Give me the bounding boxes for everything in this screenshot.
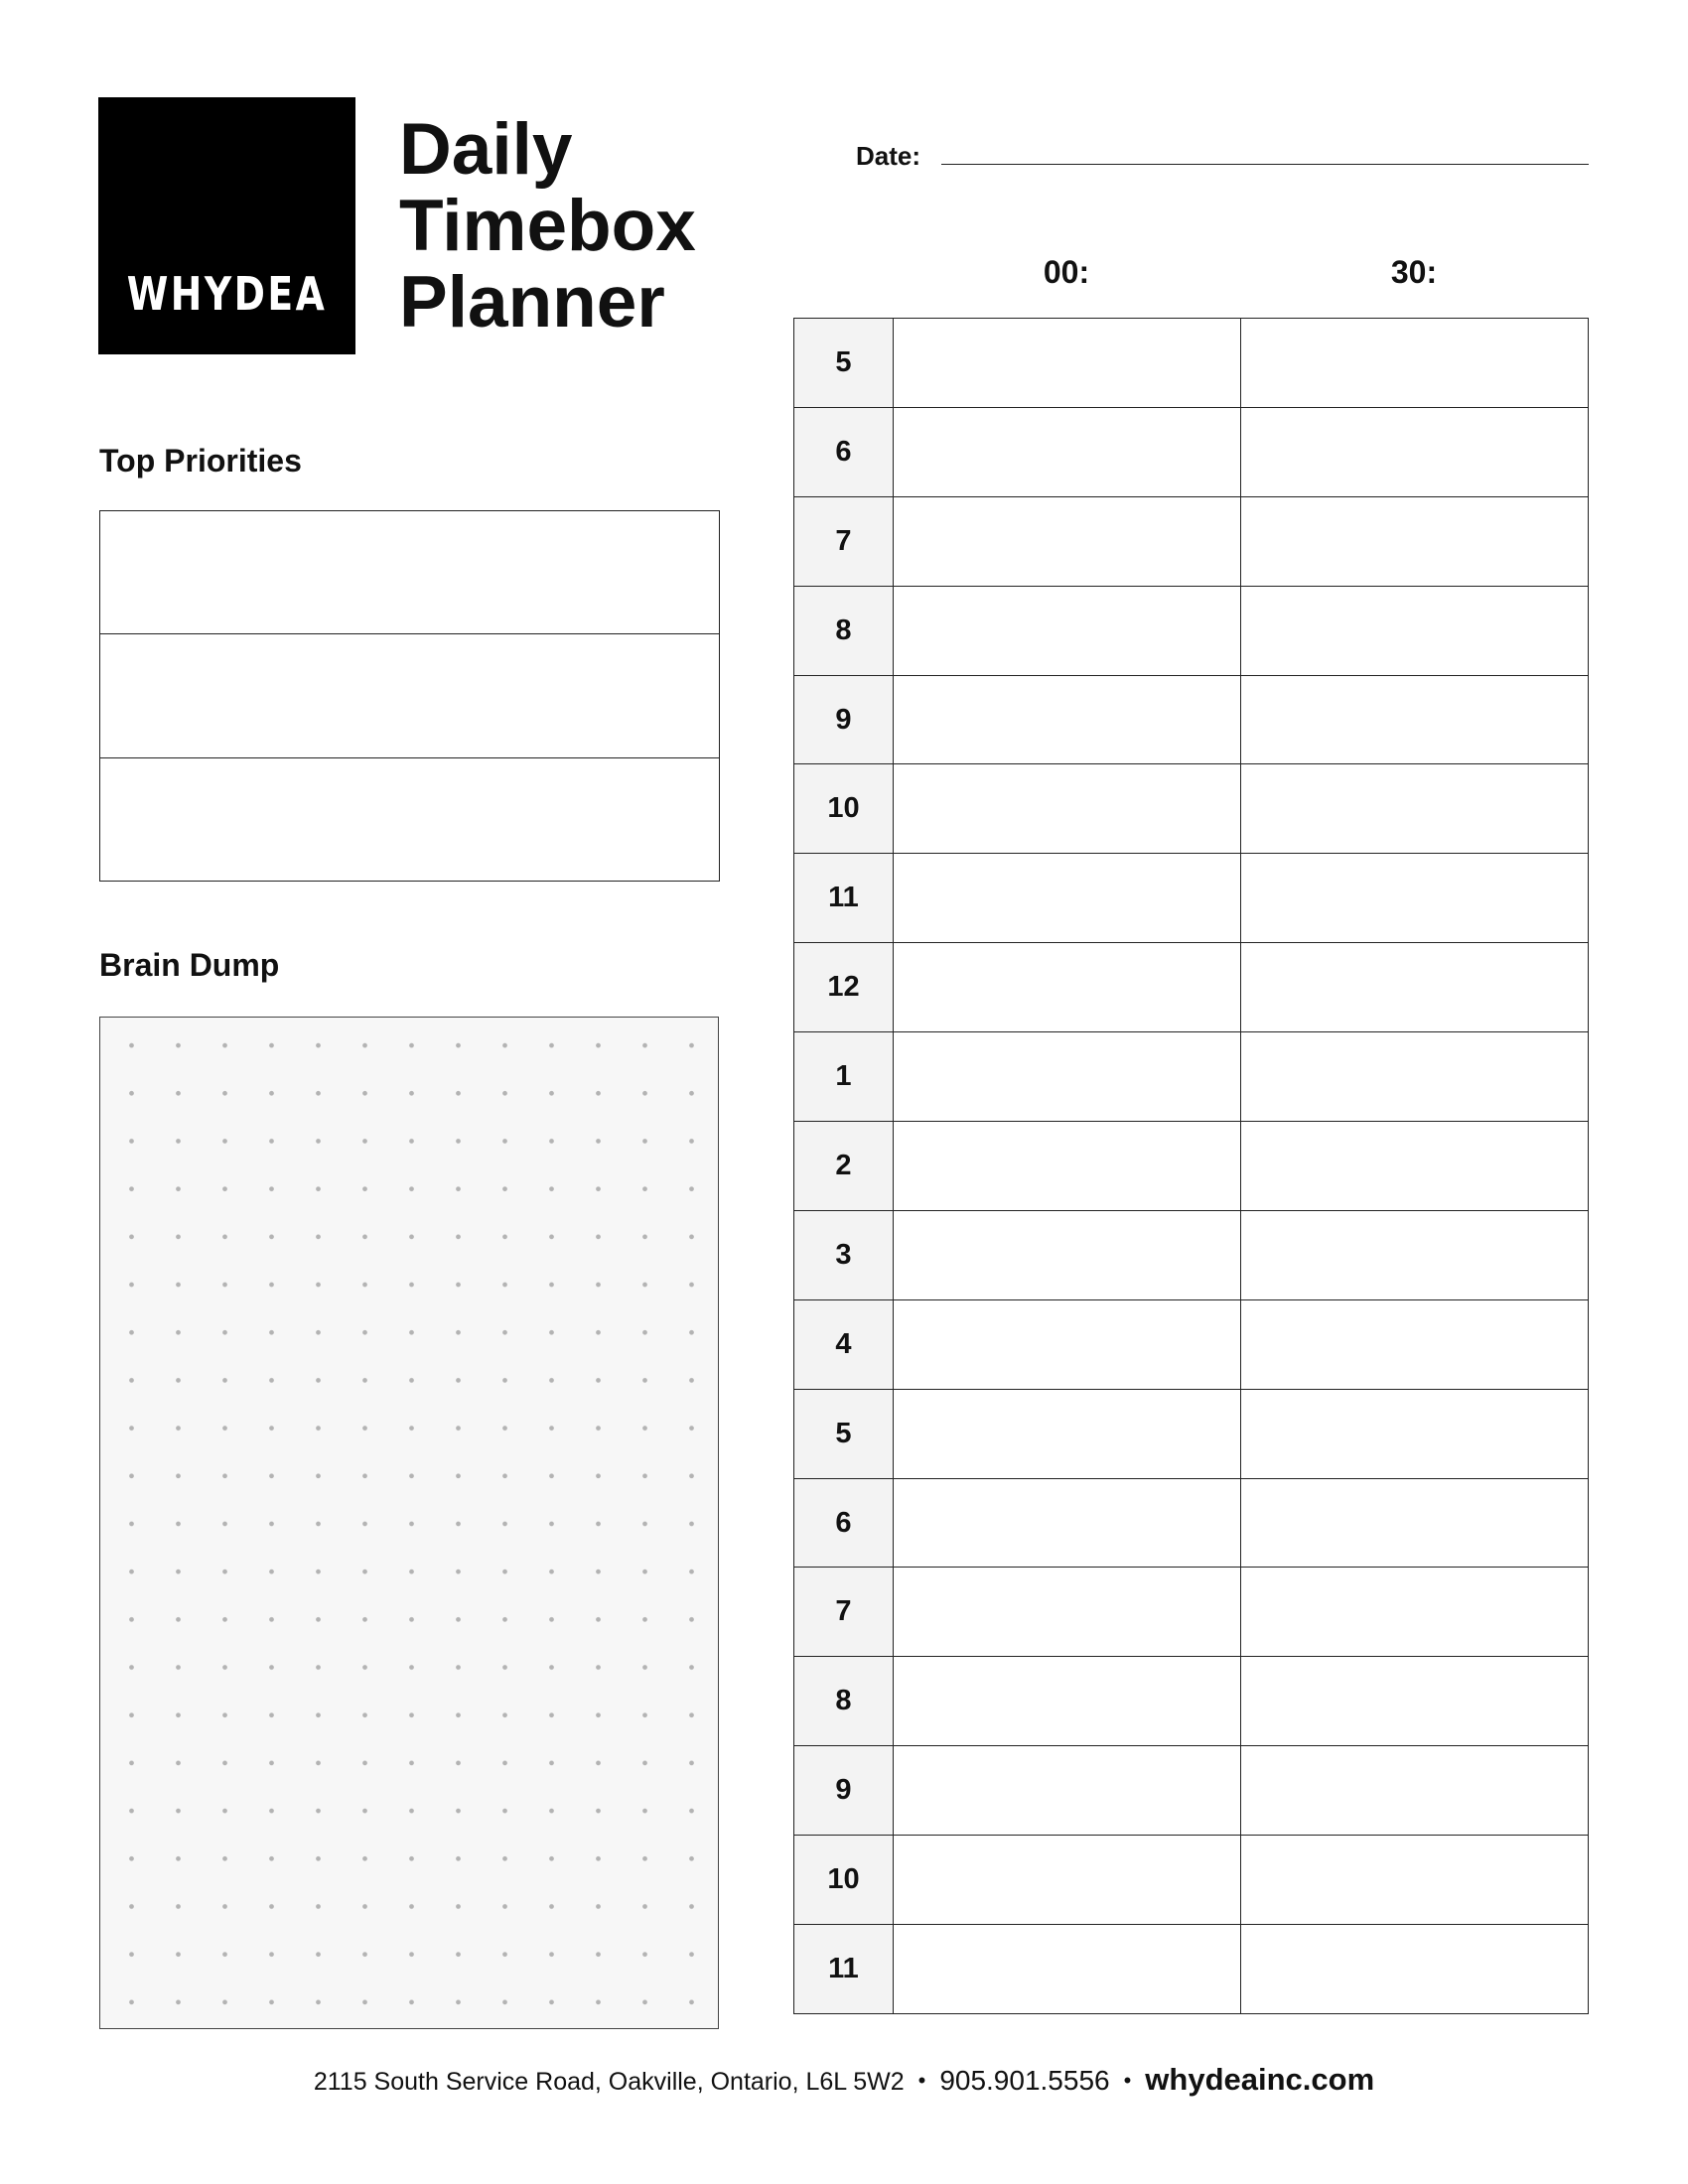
slot-00[interactable]	[894, 854, 1241, 943]
date-label: Date:	[856, 141, 921, 171]
footer-phone: 905.901.5556	[939, 2065, 1110, 2096]
hour-label: 6	[794, 407, 894, 496]
slot-30[interactable]	[1241, 1299, 1589, 1389]
hour-label: 10	[794, 764, 894, 854]
slot-30[interactable]	[1241, 1122, 1589, 1211]
footer-website[interactable]: whydeainc.com	[1145, 2062, 1375, 2097]
hour-label: 11	[794, 1925, 894, 2014]
slot-00[interactable]	[894, 1389, 1241, 1478]
schedule-row	[794, 1836, 1589, 1925]
slot-30[interactable]	[1241, 854, 1589, 943]
slot-00[interactable]	[894, 1836, 1241, 1925]
slot-00[interactable]	[894, 1925, 1241, 2014]
title-line-3: Planner	[399, 262, 665, 342]
schedule-row	[794, 675, 1589, 764]
slot-30[interactable]	[1241, 1657, 1589, 1746]
slot-00[interactable]	[894, 1032, 1241, 1122]
slot-00[interactable]	[894, 319, 1241, 408]
slot-00[interactable]	[894, 1122, 1241, 1211]
hour-label: 10	[794, 1836, 894, 1925]
schedule-row	[794, 1299, 1589, 1389]
hour-label: 1	[794, 1032, 894, 1122]
slot-30[interactable]	[1241, 586, 1589, 675]
page-title	[399, 111, 696, 341]
slot-30[interactable]	[1241, 1032, 1589, 1122]
slot-30[interactable]	[1241, 1210, 1589, 1299]
schedule-row	[794, 1122, 1589, 1211]
hour-label: 11	[794, 854, 894, 943]
footer	[0, 2063, 1688, 2100]
slot-00[interactable]	[894, 1746, 1241, 1836]
brain-dump-heading: Brain Dump	[99, 947, 280, 983]
schedule-row	[794, 586, 1589, 675]
slot-00[interactable]	[894, 1478, 1241, 1568]
schedule-row	[794, 1478, 1589, 1568]
priority-row[interactable]	[100, 758, 719, 882]
slot-30[interactable]	[1241, 1925, 1589, 2014]
slot-00[interactable]	[894, 1210, 1241, 1299]
slot-00[interactable]	[894, 1299, 1241, 1389]
hour-label: 6	[794, 1478, 894, 1568]
hour-label: 7	[794, 1568, 894, 1657]
slot-00[interactable]	[894, 943, 1241, 1032]
schedule-row	[794, 764, 1589, 854]
hour-label: 3	[794, 1210, 894, 1299]
slot-00[interactable]	[894, 1568, 1241, 1657]
schedule-row	[794, 943, 1589, 1032]
slot-00[interactable]	[894, 764, 1241, 854]
slot-00[interactable]	[894, 1657, 1241, 1746]
footer-separator: •	[1123, 2068, 1132, 2093]
column-header-00: 00:	[1043, 254, 1090, 290]
brain-dump-dot-grid[interactable]	[99, 1017, 719, 2029]
hour-label: 8	[794, 586, 894, 675]
hour-label: 2	[794, 1122, 894, 1211]
slot-30[interactable]	[1241, 1478, 1589, 1568]
schedule-row	[794, 854, 1589, 943]
slot-30[interactable]	[1241, 943, 1589, 1032]
date-field[interactable]	[941, 164, 1589, 165]
schedule-row	[794, 1032, 1589, 1122]
schedule-row	[794, 407, 1589, 496]
timebox-schedule	[793, 318, 1589, 2014]
hour-label: 5	[794, 1389, 894, 1478]
slot-30[interactable]	[1241, 764, 1589, 854]
schedule-row	[794, 496, 1589, 586]
priority-row[interactable]	[100, 511, 719, 634]
priority-row[interactable]	[100, 634, 719, 757]
title-line-1: Daily	[399, 109, 573, 190]
slot-30[interactable]	[1241, 407, 1589, 496]
footer-separator: •	[917, 2068, 926, 2093]
hour-label: 5	[794, 319, 894, 408]
top-priorities-heading: Top Priorities	[99, 443, 302, 478]
schedule-row	[794, 1210, 1589, 1299]
hour-label: 9	[794, 1746, 894, 1836]
schedule-row	[794, 1568, 1589, 1657]
schedule-row	[794, 1657, 1589, 1746]
schedule-row	[794, 1389, 1589, 1478]
hour-label: 12	[794, 943, 894, 1032]
slot-00[interactable]	[894, 407, 1241, 496]
slot-30[interactable]	[1241, 675, 1589, 764]
column-header-30: 30:	[1390, 254, 1438, 290]
schedule-row	[794, 1746, 1589, 1836]
slot-00[interactable]	[894, 675, 1241, 764]
slot-30[interactable]	[1241, 1568, 1589, 1657]
slot-00[interactable]	[894, 496, 1241, 586]
slot-30[interactable]	[1241, 1389, 1589, 1478]
slot-30[interactable]	[1241, 1746, 1589, 1836]
slot-30[interactable]	[1241, 496, 1589, 586]
hour-label: 9	[794, 675, 894, 764]
schedule-row	[794, 319, 1589, 408]
schedule-row	[794, 1925, 1589, 2014]
slot-30[interactable]	[1241, 1836, 1589, 1925]
hour-label: 7	[794, 496, 894, 586]
slot-00[interactable]	[894, 586, 1241, 675]
title-line-2: Timebox	[399, 186, 696, 266]
top-priorities-box	[99, 510, 720, 882]
hour-label: 4	[794, 1299, 894, 1389]
whydea-logo	[98, 97, 355, 354]
footer-address: 2115 South Service Road, Oakville, Ontario, L6L 5W2	[313, 2068, 905, 2096]
hour-label: 8	[794, 1657, 894, 1746]
slot-30[interactable]	[1241, 319, 1589, 408]
logo-text: WHYDEA	[126, 267, 328, 321]
